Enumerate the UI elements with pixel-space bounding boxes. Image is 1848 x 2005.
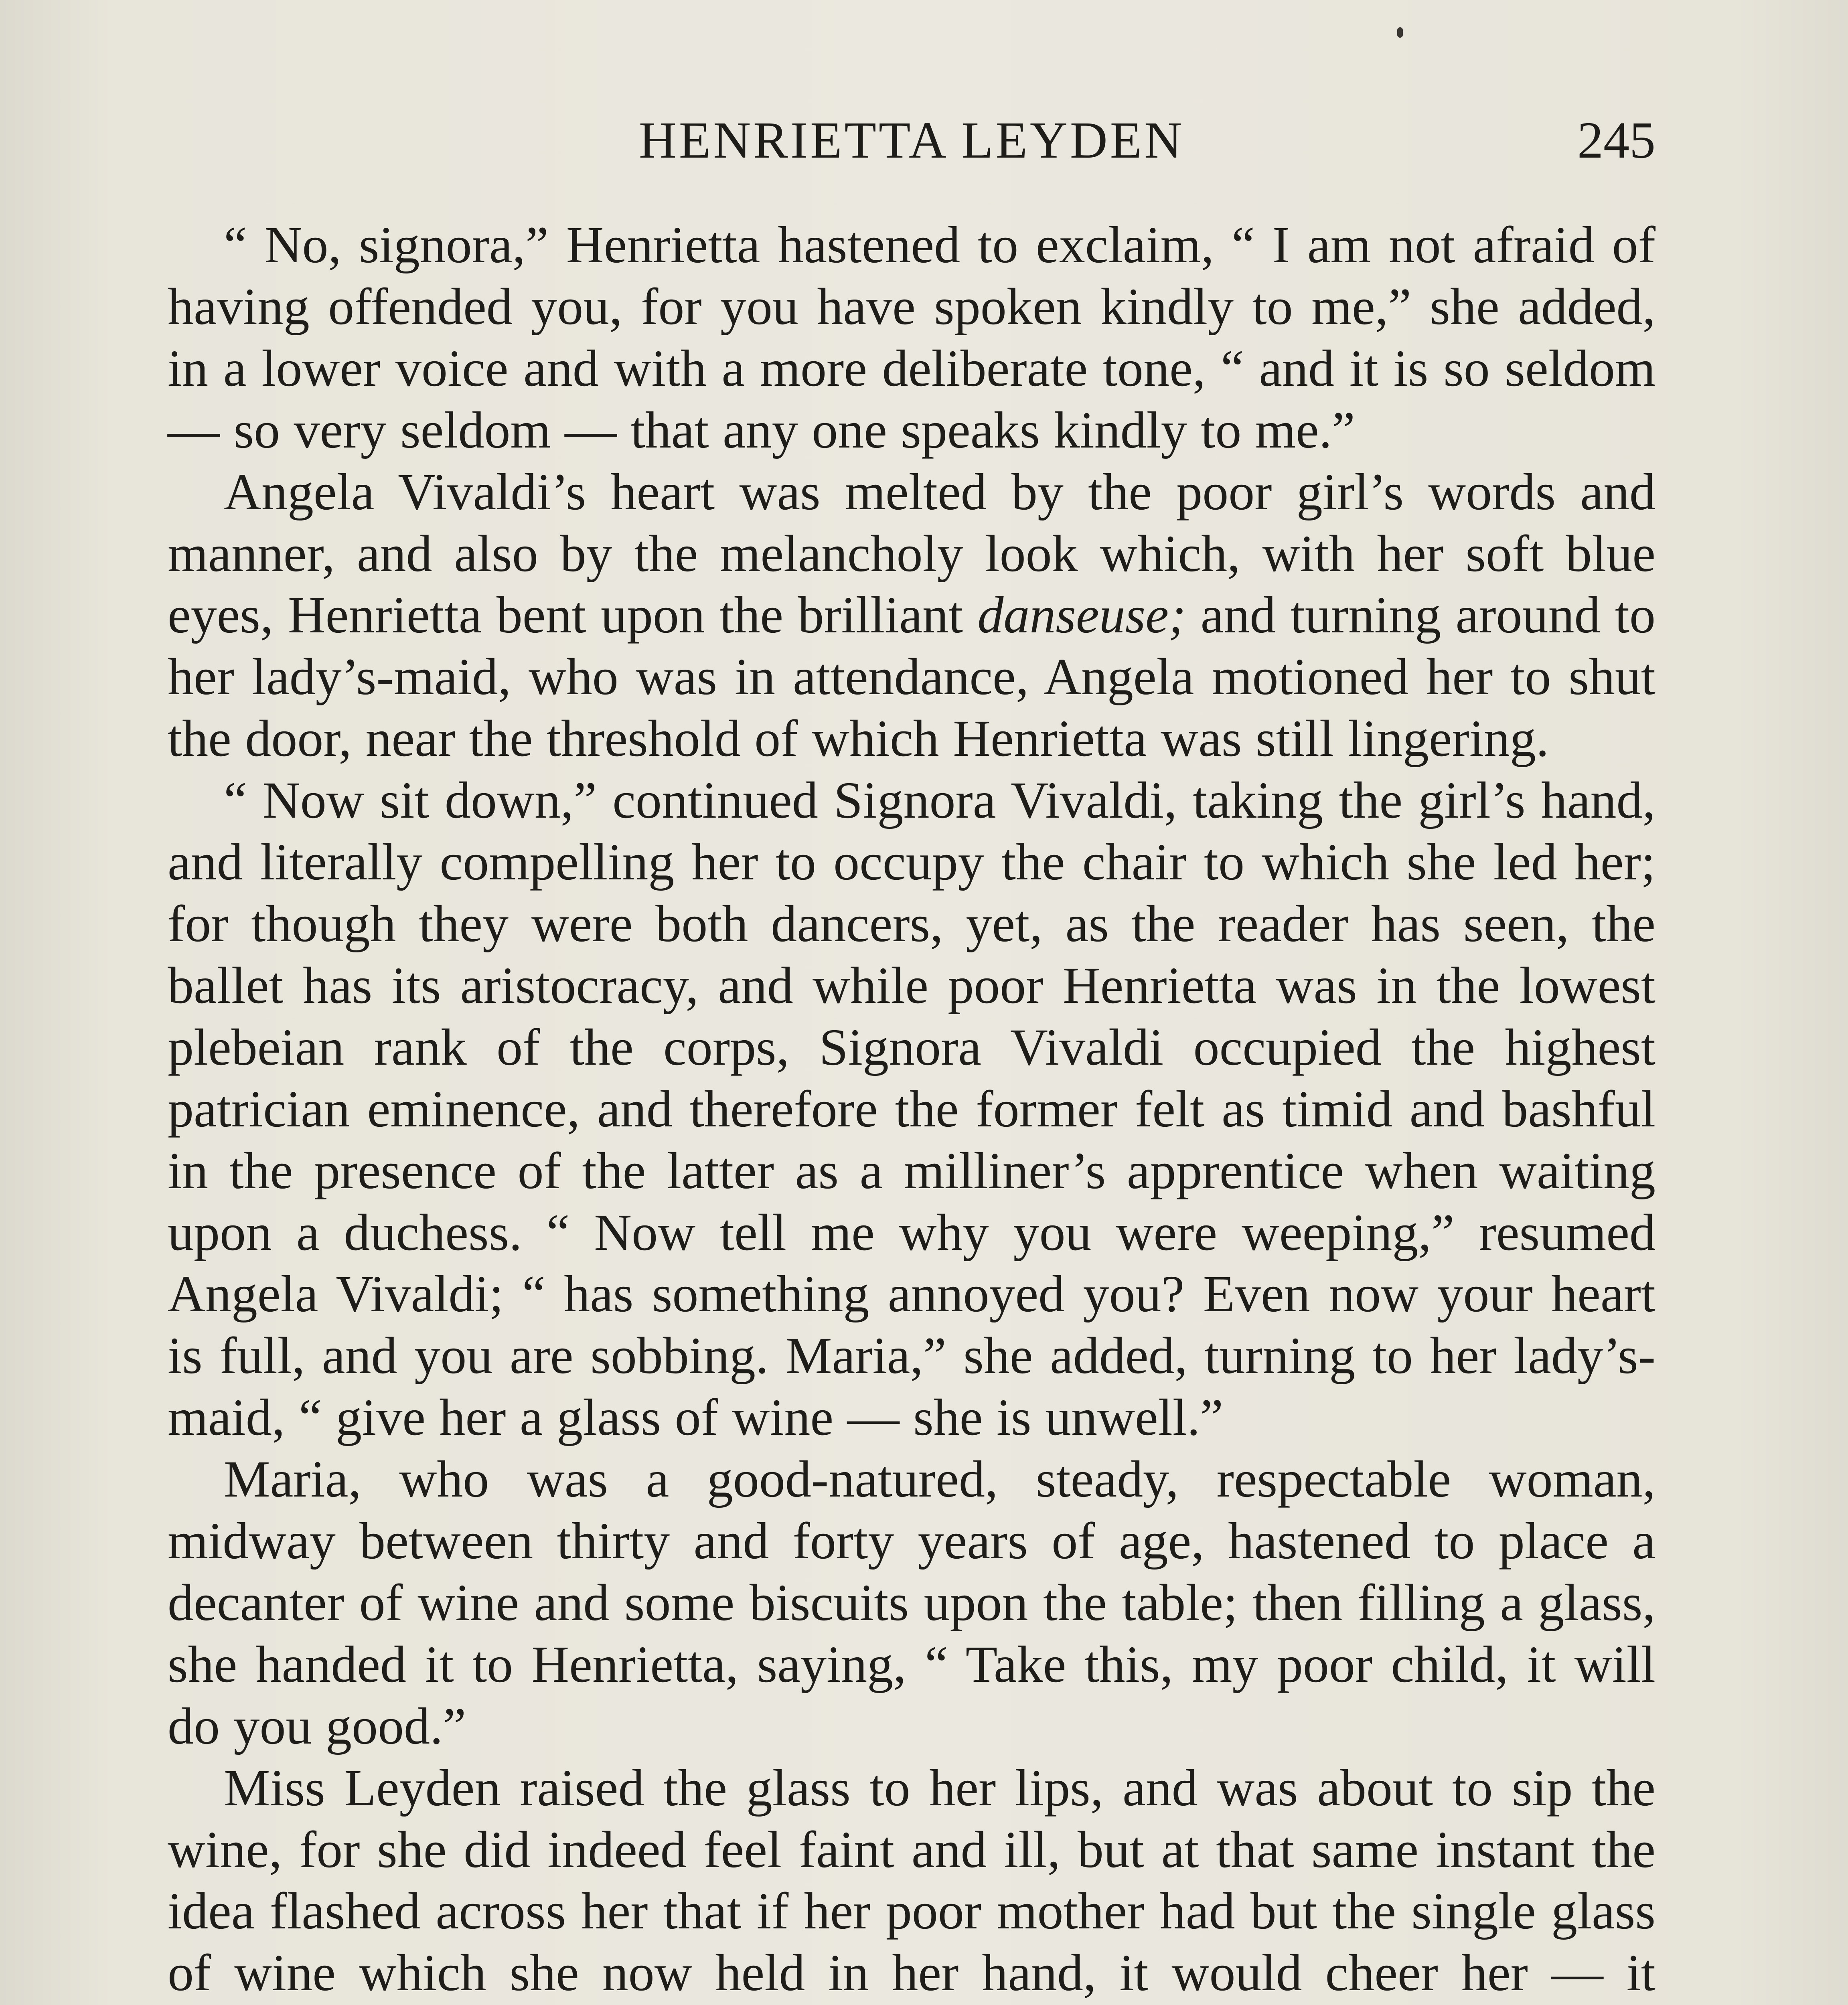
paragraph-5: Miss Leyden raised the glass to her lips, and was about to sip the wine, for she did indeed feel faint and ill, but at that same instant the idea flashed across her that if her poor mother had but the single glass of wine which she now held in her hand, it would cheer her — it	[168, 1759, 1656, 2002]
page-header	[168, 102, 1656, 178]
paragraph-4: Maria, who was a good-natured, steady, respectable woman, midway between thirty and forty years of age, hastened to place a decanter of wine and some biscuits upon the table; then filling a glass, she handed it to Henrietta, saying, “ Take this, my poor child, it will do you good.”	[168, 1450, 1656, 1755]
running-title: HENRIETTA LEYDEN	[638, 111, 1185, 169]
body-text	[168, 215, 1656, 2005]
page-number: 245	[1577, 111, 1656, 169]
paragraph-3: “ Now sit down,” continued Signora Vivaldi, taking the girl’s hand, and literally compelling her to occupy the chair to which she led her; for though they were both dancers, yet, as the reader has seen, the ballet has its aristocracy, and while poor Henrietta was in the lowest plebeian rank of the corps, Signora Vivaldi occupied the highest patrician eminence, and therefore the former felt as timid and bashful in the presence of the latter as a milliner’s apprentice when waiting upon a duchess. “ Now tell me why you were weeping,” resumed Angela Vivaldi; “ has something annoyed you? Even now your heart is full, and you are sobbing. Maria,” she added, turning to her lady’s-maid, “ give her a glass of wine — she is unwell.”	[168, 772, 1656, 1447]
ink-speck	[1397, 27, 1403, 38]
paragraph-2: Angela Vivaldi’s heart was melted by the poor girl’s words and manner, and also by the melancholy look which, with her soft blue eyes, Henrietta bent upon the brilliant danseuse; and turning around to her lady’s-maid, who was in attendance, Angela motioned her to shut the door, near the threshold of which Henrietta was still lingering.	[168, 463, 1656, 768]
italic-word: danseuse;	[977, 586, 1186, 644]
paragraph-1: “ No, signora,” Henrietta hastened to exclaim, “ I am not afraid of having offended you, for you have spoken kindly to me,” she added, in a lower voice and with a more deliberate tone, “ and it is so seldom — so very seldom — that any one speaks kindly to me.”	[168, 216, 1656, 459]
